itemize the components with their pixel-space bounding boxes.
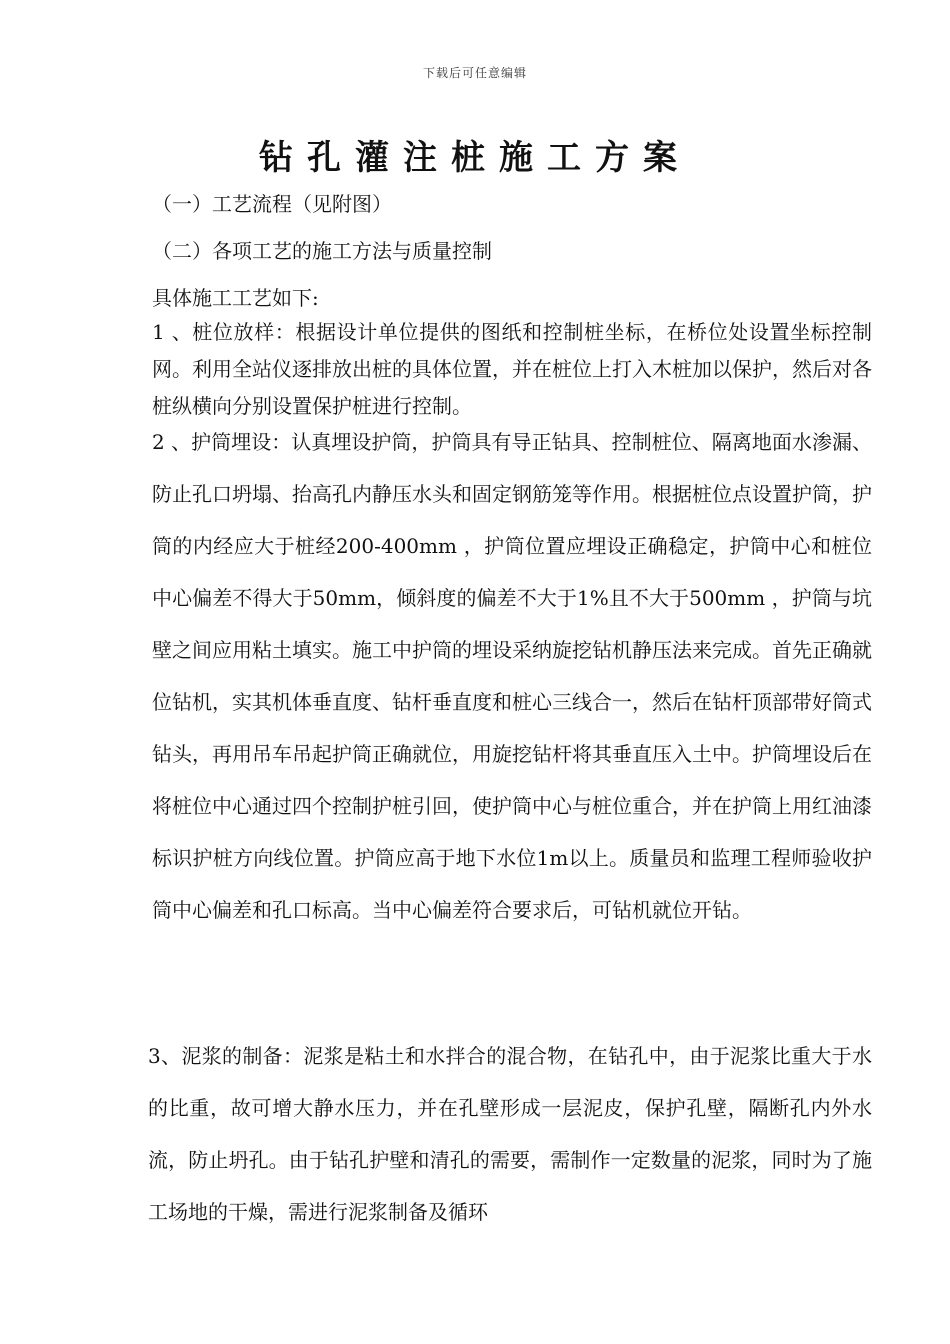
paragraph-item-2: 2 、护筒埋设：认真埋设护筒，护筒具有导正钻具、控制桩位、隔离地面水渗漏、防止孔口坍塌、抬高孔内静压水头和固定钢筋笼等作用。根据桩位点设置护筒，护筒的内经应大于桩经200-400mm ，护筒位置应埋设正确稳定，护筒中心和桩位中心偏差不得大于50mm，倾斜度的偏差不大于1%且不大于500mm ，护筒与坑壁之间应用粘土填实。施工中护筒的埋设采纳旋挖钻机静压法来完成。首先正确就位钻机，实其机体垂直度、钻杆垂直度和桩心三线合一，然后在钻杆顶部带好筒式钻头，再用吊车吊起护筒正确就位，用旋挖钻杆将其垂直压入土中。护筒埋设后在将桩位中心通过四个控制护桩引回，使护筒中心与桩位重合，并在护筒上用红油漆标识护桩方向线位置。护筒应高于地下水位1m以上。质量员和监理工程师验收护筒中心偏差和孔口标高。当中心偏差符合要求后，可钻机就位开钻。	[152, 430, 872, 922]
paragraph-item-3: 3、泥浆的制备：泥浆是粘土和水拌合的混合物，在钻孔中，由于泥浆比重大于水的比重，故可增大静水压力，并在孔壁形成一层泥皮，保护孔壁，隔断孔内外水流，防止坍孔。由于钻孔护壁和清孔的需要，需制作一定数量的泥浆，同时为了施工场地的干燥，需进行泥浆制备及循环	[148, 1044, 872, 1224]
paragraph-item-1: 1 、桩位放样：根据设计单位提供的图纸和控制桩坐标，在桥位处设置坐标控制网。利用全站仪逐排放出桩的具体位置，并在桩位上打入木桩加以保护，然后对各桩纵横向分别设置保护桩进行控制。	[152, 320, 872, 418]
section-heading-1: （一）工艺流程（见附图）	[152, 192, 392, 216]
intro-text: 具体施工工艺如下:	[152, 286, 319, 310]
page-header-note: 下载后可任意编辑	[422, 66, 527, 80]
page-title: 钻孔灌注桩施工方案	[259, 138, 691, 178]
section-heading-2: （二）各项工艺的施工方法与质量控制	[152, 239, 492, 263]
